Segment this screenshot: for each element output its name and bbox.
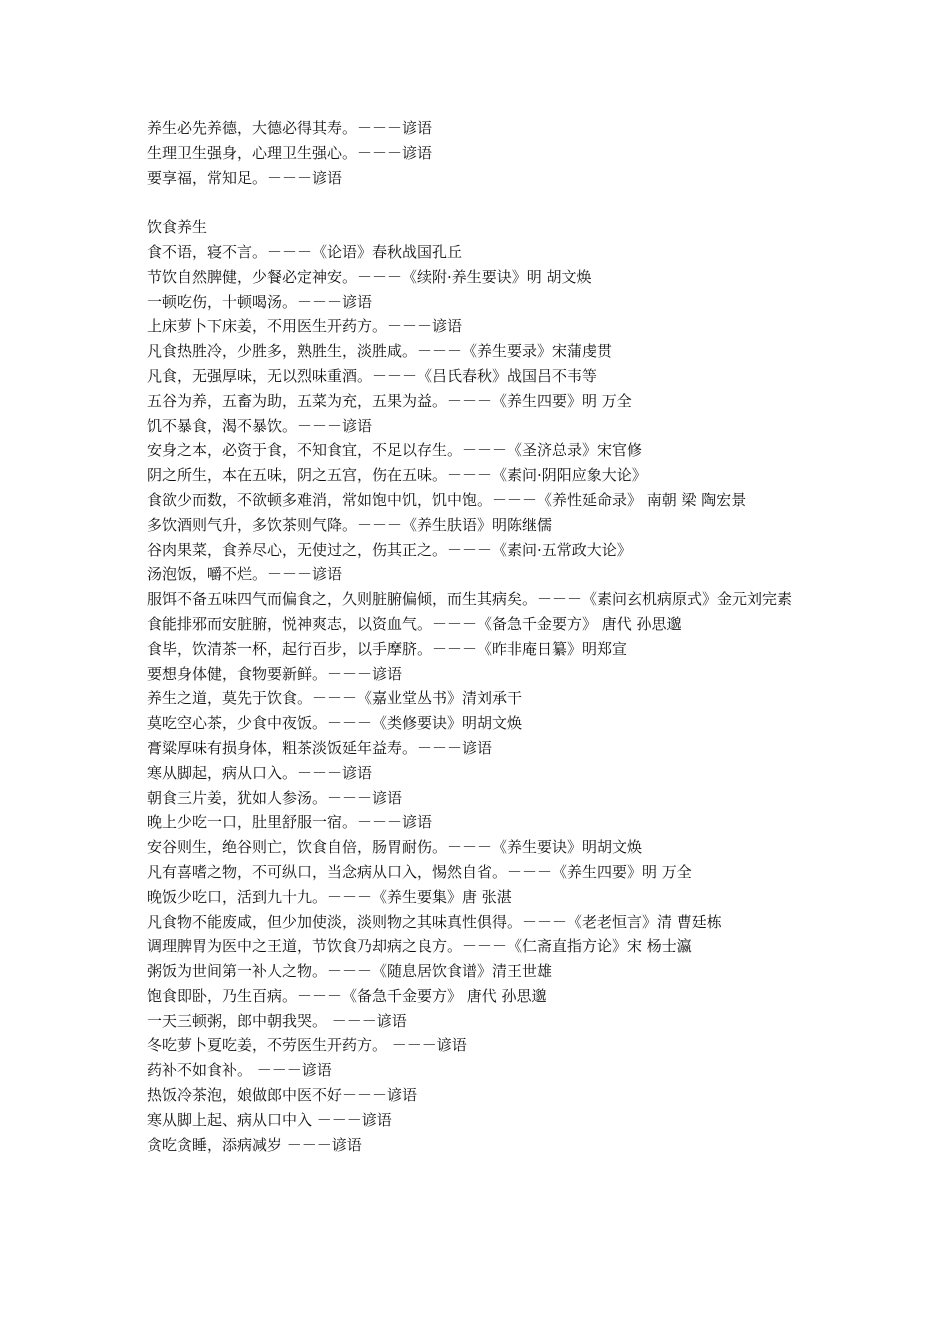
text-line: 养生之道，莫先于饮食。－－－《嘉业堂丛书》清刘承干 bbox=[147, 689, 523, 708]
text-line: 食能排邪而安脏腑，悦神爽志，以资血气。－－－《备急千金要方》 唐代 孙思邈 bbox=[147, 614, 682, 633]
text-line: 药补不如食补。 －－－谚语 bbox=[147, 1061, 332, 1080]
text-line: 一顿吃伤，十顿喝汤。－－－谚语 bbox=[147, 292, 373, 311]
text-line: 凡食热胜冷，少胜多，熟胜生，淡胜咸。－－－《养生要录》宋蒲虔贯 bbox=[147, 342, 613, 361]
text-line: 粥饭为世间第一补人之物。－－－《随息居饮食谱》清王世雄 bbox=[147, 962, 553, 981]
section-heading: 饮食养生 bbox=[147, 218, 208, 237]
text-line: 饱食即卧，乃生百病。－－－《备急千金要方》 唐代 孙思邈 bbox=[147, 986, 547, 1005]
text-line: 凡食物不能废咸，但少加使淡，淡则物之其味真性俱得。－－－《老老恒言》清 曹廷栋 bbox=[147, 912, 722, 931]
text-line: 调理脾胃为医中之王道，节饮食乃却病之良方。－－－《仁斋直指方论》宋 杨士瀛 bbox=[147, 937, 692, 956]
text-line: 生理卫生强身，心理卫生强心。－－－谚语 bbox=[147, 143, 433, 162]
text-line: 要享福，常知足。－－－谚语 bbox=[147, 168, 343, 187]
text-line: 莫吃空心茶，少食中夜饭。－－－《类修要诀》明胡文焕 bbox=[147, 714, 523, 733]
text-line: 膏粱厚味有损身体，粗茶淡饭延年益寿。－－－谚语 bbox=[147, 738, 493, 757]
text-line: 饥不暴食，渴不暴饮。－－－谚语 bbox=[147, 416, 373, 435]
document-body bbox=[147, 116, 812, 1157]
text-line: 寒从脚起，病从口入。－－－谚语 bbox=[147, 763, 373, 782]
section-lines bbox=[147, 240, 812, 1157]
text-line: 食欲少而数，不欲顿多难消，常如饱中饥，饥中饱。－－－《养性延命录》 南朝 梁 陶宏景 bbox=[147, 490, 747, 509]
text-line: 安谷则生，绝谷则亡，饮食自倍，肠胃耐伤。－－－《养生要诀》明胡文焕 bbox=[147, 838, 643, 857]
text-line: 阴之所生，本在五味，阴之五宫，伤在五味。－－－《素问·阴阳应象大论》 bbox=[147, 466, 647, 485]
text-line: 晚饭少吃口，活到九十九。－－－《养生要集》唐 张湛 bbox=[147, 887, 512, 906]
text-line: 热饭冷茶泡，娘做郎中医不好－－－谚语 bbox=[147, 1086, 418, 1105]
text-line: 寒从脚上起、病从口中入 －－－谚语 bbox=[147, 1110, 392, 1129]
text-line: 凡有喜嗜之物，不可纵口，当念病从口入，惕然自省。－－－《养生四要》明 万全 bbox=[147, 862, 692, 881]
text-line: 冬吃萝卜夏吃姜，不劳医生开药方。 －－－谚语 bbox=[147, 1036, 467, 1055]
text-line: 上床萝卜下床姜，不用医生开药方。－－－谚语 bbox=[147, 317, 463, 336]
text-line: 朝食三片姜，犹如人参汤。－－－谚语 bbox=[147, 788, 403, 807]
text-line: 一天三顿粥，郎中朝我哭。 －－－谚语 bbox=[147, 1011, 407, 1030]
text-line: 谷肉果菜，食养尽心，无使过之，伤其正之。－－－《素问·五常政大论》 bbox=[147, 540, 632, 559]
text-line: 汤泡饭，嚼不烂。－－－谚语 bbox=[147, 565, 343, 584]
text-line: 五谷为养，五畜为助，五菜为充，五果为益。－－－《养生四要》明 万全 bbox=[147, 391, 632, 410]
text-line: 要想身体健，食物要新鲜。－－－谚语 bbox=[147, 664, 403, 683]
text-line: 养生必先养德，大德必得其寿。－－－谚语 bbox=[147, 119, 433, 137]
text-line: 贪吃贪睡，添病减岁 －－－谚语 bbox=[147, 1135, 362, 1154]
text-line: 食毕，饮清茶一杯，起行百步，以手摩脐。－－－《昨非庵日纂》明郑宣 bbox=[147, 639, 628, 658]
text-line: 服饵不备五味四气而偏食之，久则脏腑偏倾，而生其病矣。－－－《素问玄机病原式》金元刘完素 bbox=[147, 590, 793, 609]
blank-line bbox=[147, 190, 812, 215]
text-line: 安身之本，必资于食，不知食宜，不足以存生。－－－《圣济总录》宋官修 bbox=[147, 441, 643, 460]
text-line: 多饮酒则气升，多饮茶则气降。－－－《养生肤语》明陈继儒 bbox=[147, 515, 553, 534]
text-line: 凡食，无强厚味，无以烈味重酒。－－－《吕氏春秋》战国吕不韦等 bbox=[147, 366, 598, 385]
text-line: 节饮自然脾健，少餐必定神安。－－－《续附·养生要诀》明 胡文焕 bbox=[147, 267, 592, 286]
text-line: 晚上少吃一口，肚里舒服一宿。－－－谚语 bbox=[147, 813, 433, 832]
text-line: 食不语，寝不言。－－－《论语》春秋战国孔丘 bbox=[147, 242, 463, 261]
